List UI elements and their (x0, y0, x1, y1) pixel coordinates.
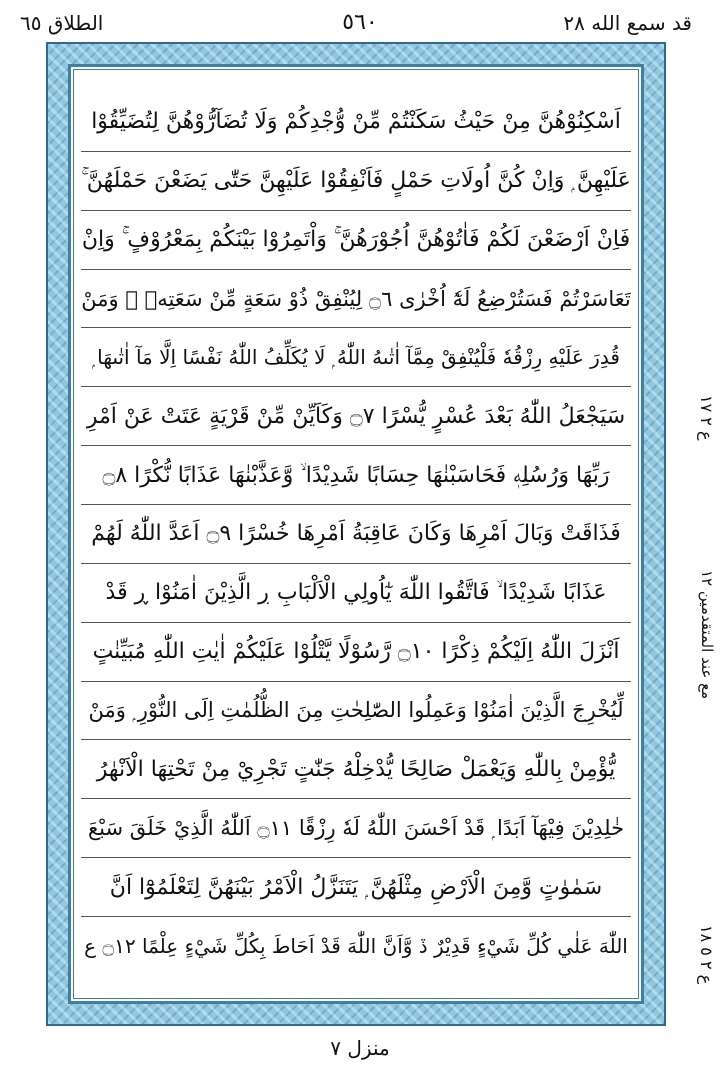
manzil-footer: منزل ٧ (330, 1036, 390, 1060)
verse-line-12: يُّؤْمِنْ بِاللّٰهِ وَيَعْمَلْ صَالِحًا يُّدْخِلْهُ جَنّٰتٍ تَجْرِيْ مِنْ تَحْتِهَا الْاَنْهٰرُ (81, 740, 631, 799)
text-panel (68, 64, 644, 1004)
verse-line-15: اللّٰهَ عَلٰي كُلِّ شَيْءٍ قَدِيْرٌ ڏ وَّاَنَّ اللّٰهَ قَدْ اَحَاطَ بِكُلِّ شَيْءٍ عِلْمًا ۝١٢ ع (84, 933, 628, 958)
verse-line-9: عَذَابًا شَدِيْدًا ۙ فَاتَّقُوا اللّٰهَ يٰٓاُولِي الْاَلْبَابِ ڔ الَّذِيْنَ اٰمَنُوْا ڕ قَدْ (81, 564, 631, 623)
page-header (0, 8, 720, 38)
verse-line-8: فَذَاقَتْ وَبَالَ اَمْرِهَا وَكَانَ عَاقِبَةُ اَمْرِهَا خُسْرًا ۝٩ اَعَدَّ اللّٰهُ لَهُمْ (81, 505, 631, 564)
decorative-border (46, 42, 666, 1026)
verse-lines (81, 93, 631, 975)
verse-line-6: سَيَجْعَلُ اللّٰهُ بَعْدَ عُسْرٍ يُّسْرًا ۝٧ وَكَاَيِّنْ مِّنْ قَرْيَةٍ عَتَتْ عَنْ اَمْرِ (81, 387, 631, 446)
verse-line-13: خٰلِدِيْنَ فِيْهَآ اَبَدًا ۭ قَدْ اَحْسَنَ اللّٰهُ لَهٗ رِزْقًا ۝١١ اَللّٰهُ الَّذِيْ خَلَقَ سَبْعَ (81, 799, 631, 858)
verse-line-11: لِّيُخْرِجَ الَّذِيْنَ اٰمَنُوْا وَعَمِلُوا الصّٰلِحٰتِ مِنَ الظُّلُمٰتِ اِلَى النُّوْرِ ۭ وَمَنْ (81, 682, 631, 741)
surah-label: الطلاق ٦٥ (20, 11, 104, 35)
verse-line-3: فَاِنْ اَرْضَعْنَ لَكُمْ فَاٰتُوْهُنَّ اُجُوْرَهُنَّ ۚ وَاْتَمِرُوْا بَيْنَكُمْ بِمَعْرُوْفٍ ۚ وَاِنْ (81, 211, 631, 270)
verse-line-2: عَلَيْهِنَّ ۭ وَاِنْ كُنَّ اُولَاتِ حَمْلٍ فَاَنْفِقُوْا عَلَيْهِنَّ حَتّٰى يَضَعْنَ حَمْلَهُنَّ ۚ (81, 152, 631, 211)
verse-line-5: قُدِرَ عَلَيْهِ رِزْقُهٗ فَلْيُنْفِقْ مِمَّآ اٰتٰىهُ اللّٰهُ ۭ لَا يُكَلِّفُ اللّٰهُ نَفْسًا اِلَّا مَآ اٰتٰىهَا ۭ (81, 328, 631, 387)
verse-line-10: اَنْزَلَ اللّٰهُ اِلَيْكُمْ ذِكْرًا ۝١٠ رَّسُوْلًا يَّتْلُوْا عَلَيْكُمْ اٰيٰتِ اللّٰهِ مُبَيِّنٰتٍ (81, 623, 631, 682)
verse-line-14: سَمٰوٰتٍ وَّمِنَ الْاَرْضِ مِثْلَهُنَّ ۭ يَتَنَزَّلُ الْاَمْرُ بَيْنَهُنَّ لِتَعْلَمُوْٓا اَنَّ (81, 858, 631, 917)
verse-line-1: اَسْكِنُوْهُنَّ مِنْ حَيْثُ سَكَنْتُمْ مِّنْ وُّجْدِكُمْ وَلَا تُضَآرُّوْهُنَّ لِتُضَيِّقُوْا (81, 93, 631, 152)
verse-line-7: رَبِّهَا وَرُسُلِهٖ فَحَاسَبْنٰهَا حِسَابًا شَدِيْدًا ۙ وَّعَذَّبْنٰهَا عَذَابًا نُّكْرًا ۝٨ (81, 446, 631, 505)
margin-note-ruku: ع ٢ ١٧ (697, 395, 716, 441)
juz-label: قد سمع الله ٢٨ (563, 11, 692, 35)
margin-note-mutaqaddimin: مع عند المتقدمين ١٢ (698, 570, 716, 700)
margin-note-end: ع ٢ ٥ ١٨ (697, 925, 716, 985)
verse-line-4: تَعَاسَرْتُمْ فَسَتُرْضِعُ لَهٗٓ اُخْرٰى ۝٦ لِيُنْفِقْ ذُوْ سَعَةٍ مِّنْ سَعَتِهٖ ۭ وَمَنْ (81, 270, 631, 329)
page-number: ٥٦٠ (342, 10, 378, 35)
